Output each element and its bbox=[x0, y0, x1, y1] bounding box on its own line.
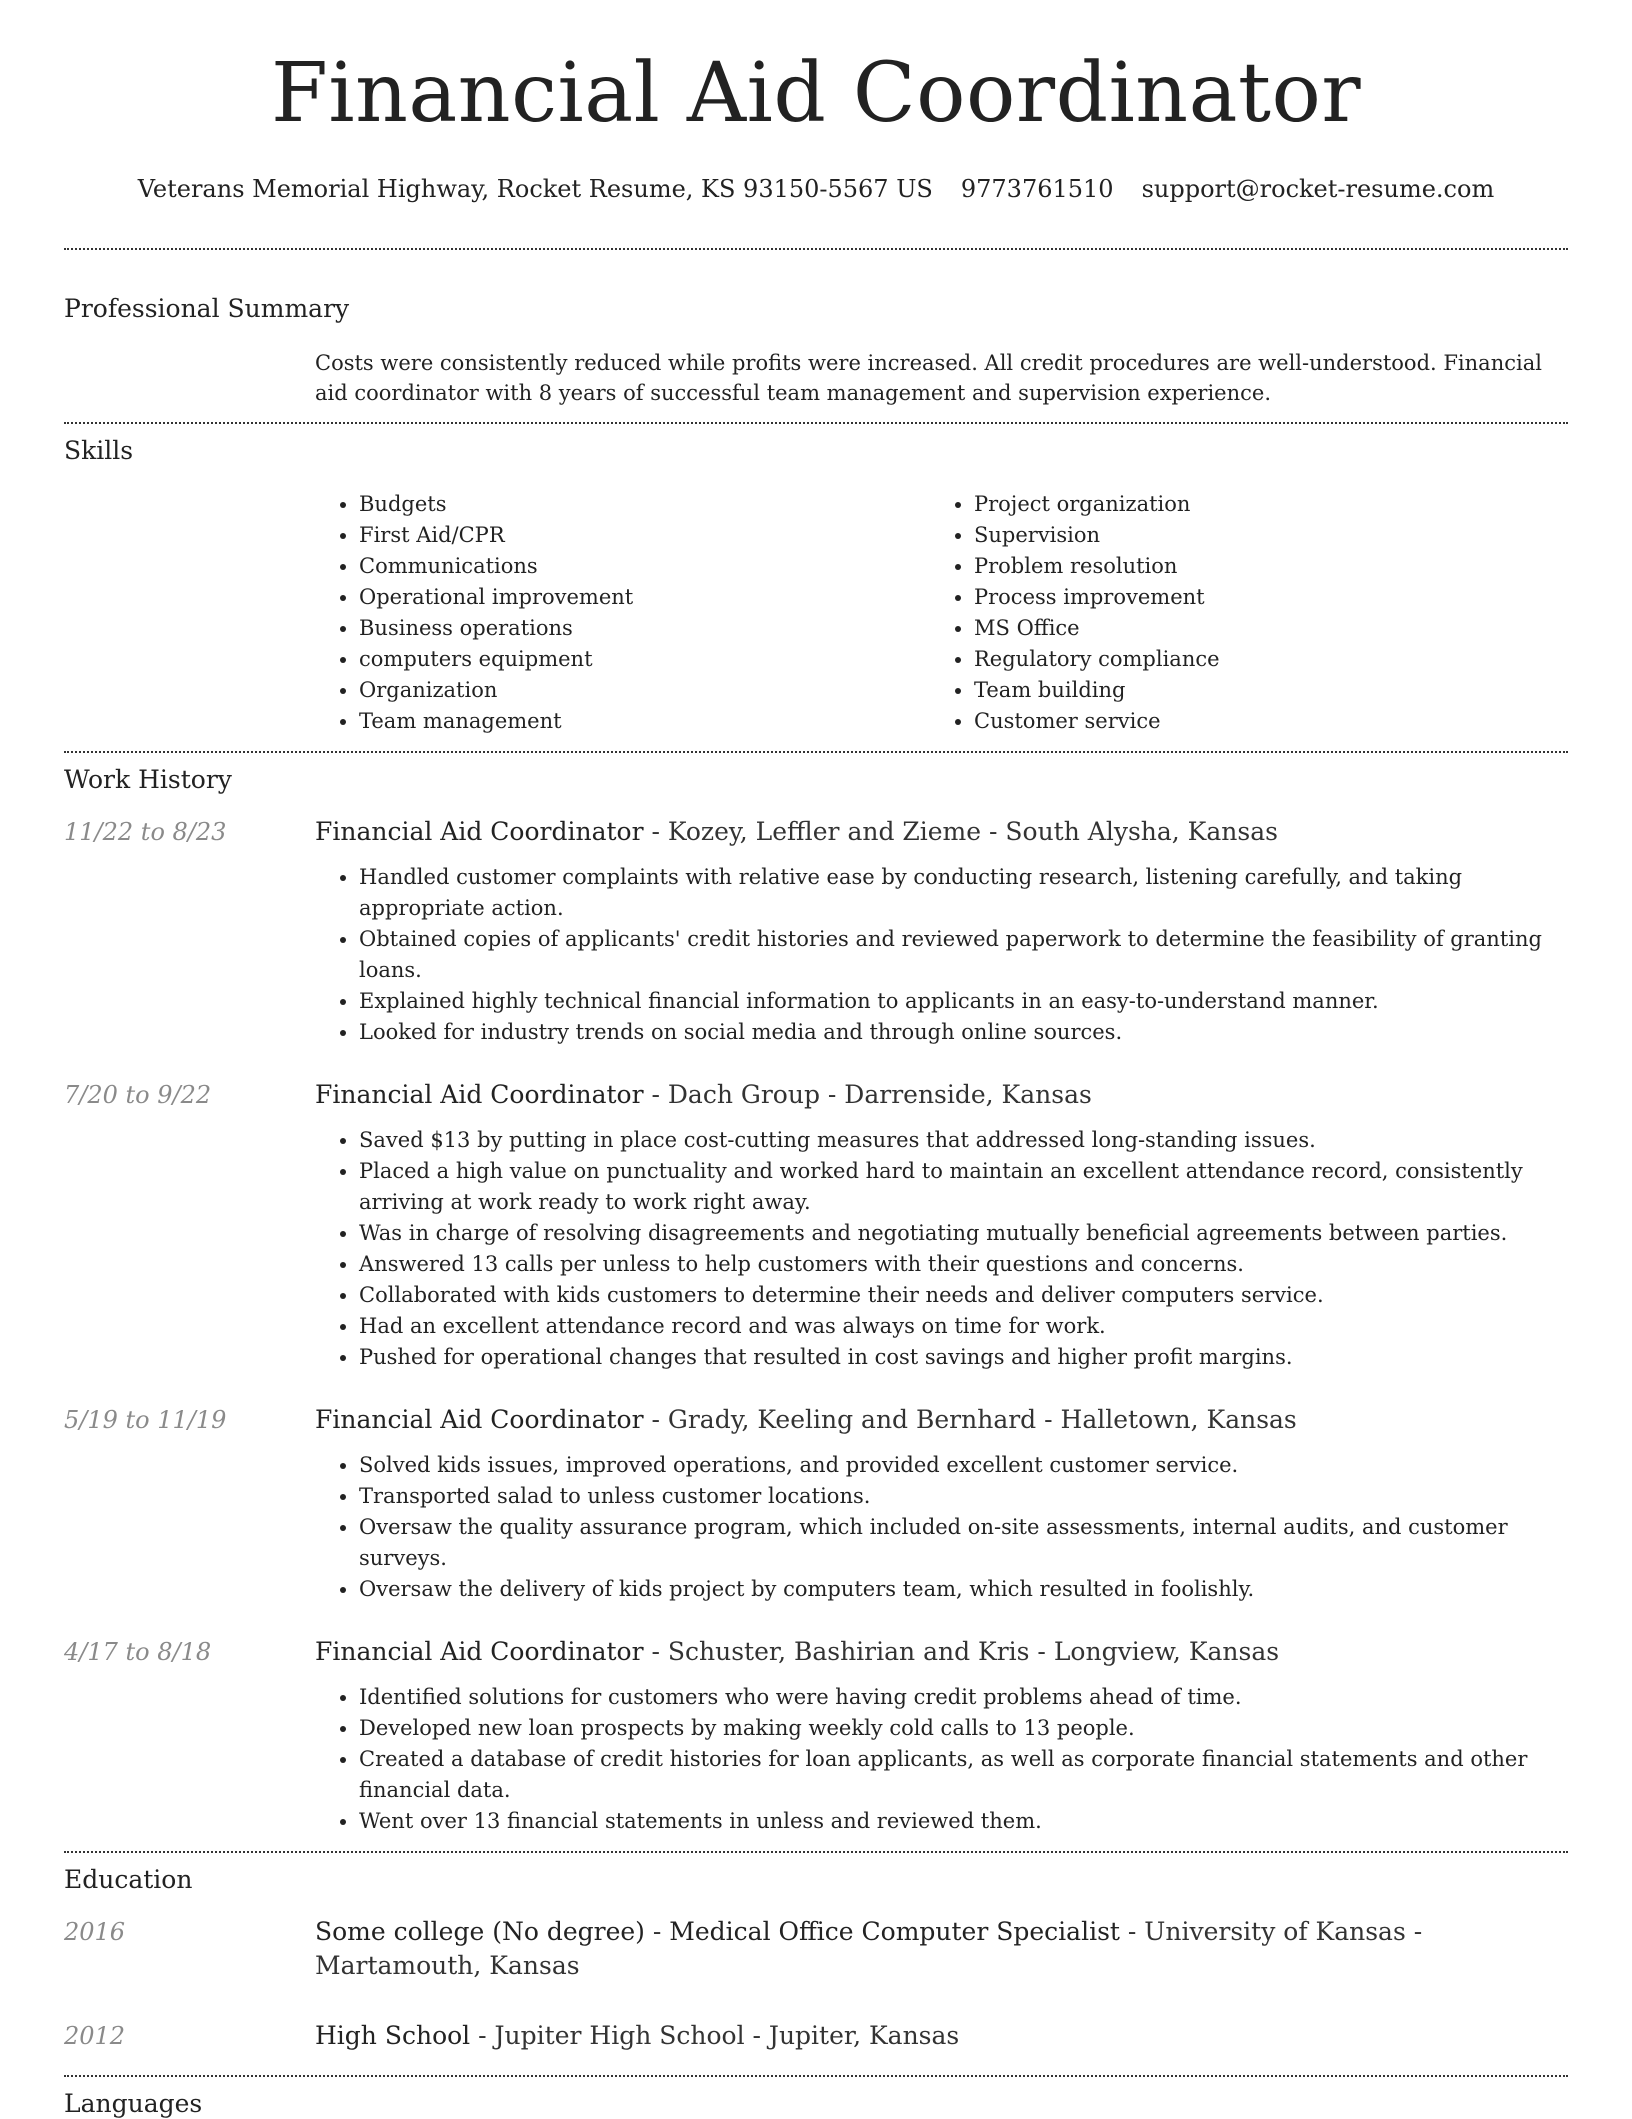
education-school: University of Kansas bbox=[1144, 1917, 1406, 1946]
job-bullet: • Created a database of credit histories for loan applicants, as well as corporate financial statements and other financial data. bbox=[359, 1744, 1568, 1806]
education-title: Some college (No degree) - Medical Office Computer Specialist - University of Kansas - Martamouth, Kansas bbox=[315, 1917, 1423, 1980]
job-entry bbox=[64, 1078, 1568, 1112]
job-role: Financial Aid Coordinator bbox=[315, 1405, 644, 1434]
skill-item: • Supervision bbox=[974, 520, 1545, 551]
job-location: South Alysha, Kansas bbox=[1005, 817, 1278, 846]
job-bullets bbox=[315, 1450, 1568, 1605]
education-entry bbox=[64, 1915, 1568, 1983]
job-bullet: • Had an excellent attendance record and was always on time for work. bbox=[359, 1311, 1568, 1342]
resume-page bbox=[64, 0, 1568, 2119]
job-bullet: • Placed a high value on punctuality and worked hard to maintain an excellent attendance record, consistently arriving at work ready to work right away. bbox=[359, 1156, 1568, 1218]
skill-item: • Team building bbox=[974, 675, 1545, 706]
divider bbox=[64, 248, 1568, 250]
education-degree: Some college (No degree) bbox=[315, 1917, 645, 1946]
job-bullet: • Obtained copies of applicants' credit histories and reviewed paperwork to determine the feasibility of granting loans. bbox=[359, 924, 1568, 986]
job-bullet: • Answered 13 calls per unless to help customers with their questions and concerns. bbox=[359, 1249, 1568, 1280]
job-role: Financial Aid Coordinator bbox=[315, 1637, 644, 1666]
divider bbox=[64, 751, 1568, 753]
job-bullet: • Went over 13 financial statements in unless and reviewed them. bbox=[359, 1806, 1568, 1837]
job-entry bbox=[64, 1635, 1568, 1669]
job-title: Financial Aid Coordinator - Schuster, Bashirian and Kris - Longview, Kansas bbox=[315, 1637, 1280, 1666]
education-degree: High School bbox=[315, 2021, 471, 2050]
education-year: 2012 bbox=[64, 2022, 126, 2050]
job-entry bbox=[64, 815, 1568, 849]
education-location: Martamouth, Kansas bbox=[315, 1951, 580, 1980]
job-bullet: • Saved $13 by putting in place cost-cutting measures that addressed long-standing issues. bbox=[359, 1125, 1568, 1156]
job-title: Financial Aid Coordinator - Grady, Keeling and Bernhard - Halletown, Kansas bbox=[315, 1405, 1297, 1434]
education-location: Jupiter, Kansas bbox=[768, 2021, 960, 2050]
education-entry bbox=[64, 2019, 1568, 2053]
skill-item: • Problem resolution bbox=[974, 551, 1545, 582]
section-title-summary: Professional Summary bbox=[64, 294, 350, 323]
job-bullet: • Identified solutions for customers who were having credit problems ahead of time. bbox=[359, 1682, 1568, 1713]
job-bullet: • Pushed for operational changes that resulted in cost savings and higher profit margins. bbox=[359, 1342, 1568, 1373]
job-company: Kozey, Leffler and Zieme bbox=[667, 817, 982, 846]
job-location: Longview, Kansas bbox=[1053, 1637, 1280, 1666]
section-title-skills: Skills bbox=[64, 436, 134, 465]
job-bullet: • Developed new loan prospects by making weekly cold calls to 13 people. bbox=[359, 1713, 1568, 1744]
section-title-languages: Languages bbox=[64, 2089, 203, 2118]
section-title-education: Education bbox=[64, 1865, 193, 1894]
job-dates: 11/22 to 8/23 bbox=[64, 818, 227, 846]
job-role: Financial Aid Coordinator bbox=[315, 817, 644, 846]
skill-item: • MS Office bbox=[974, 613, 1545, 644]
job-bullets bbox=[315, 1125, 1568, 1373]
education-year: 2016 bbox=[64, 1918, 126, 1946]
job-title: Financial Aid Coordinator - Dach Group - Darrenside, Kansas bbox=[315, 1080, 1092, 1109]
skill-item: • Process improvement bbox=[974, 582, 1545, 613]
job-company: Schuster, Bashirian and Kris bbox=[667, 1637, 1030, 1666]
job-entry bbox=[64, 1403, 1568, 1437]
job-bullet: • Transported salad to unless customer locations. bbox=[359, 1481, 1568, 1512]
job-location: Darrenside, Kansas bbox=[844, 1080, 1092, 1109]
job-bullet: • Oversaw the delivery of kids project by computers team, which resulted in foolishly. bbox=[359, 1574, 1568, 1605]
skill-item: • computers equipment bbox=[359, 644, 930, 675]
job-dates: 7/20 to 9/22 bbox=[64, 1081, 212, 1109]
candidate-name: Financial Aid Coordinator bbox=[270, 46, 1362, 141]
summary-text: Costs were consistently reduced while profits were increased. All credit procedures are well-understood. Financial aid coordinator with 8 years of successful team management and supervision experience. bbox=[315, 351, 1542, 405]
job-bullet: • Handled customer complaints with relative ease by conducting research, listening carefully, and taking appropriate action. bbox=[359, 862, 1568, 924]
contact-address: Veterans Memorial Highway, Rocket Resume, KS 93150-5567 US bbox=[137, 175, 933, 203]
skill-item: • Communications bbox=[359, 551, 930, 582]
skill-item: • Regulatory compliance bbox=[974, 644, 1545, 675]
contact-line bbox=[64, 174, 1568, 204]
skill-item: • Business operations bbox=[359, 613, 930, 644]
divider bbox=[64, 1851, 1568, 1853]
job-dates: 4/17 to 8/18 bbox=[64, 1638, 212, 1666]
contact-phone: 9773761510 bbox=[960, 175, 1114, 203]
job-company: Dach Group bbox=[667, 1080, 820, 1109]
job-bullet: • Oversaw the quality assurance program, which included on-site assessments, internal audits, and customer surveys. bbox=[359, 1512, 1568, 1574]
education-school: Jupiter High School bbox=[494, 2021, 745, 2050]
skill-item: • Operational improvement bbox=[359, 582, 930, 613]
skill-item: • Project organization bbox=[974, 489, 1545, 520]
skill-item: • Team management bbox=[359, 706, 930, 737]
skills-column-left bbox=[315, 489, 930, 737]
skill-item: • First Aid/CPR bbox=[359, 520, 930, 551]
skills-column-right bbox=[930, 489, 1545, 737]
skills-list bbox=[315, 489, 1568, 737]
education-field: Medical Office Computer Specialist bbox=[669, 1917, 1120, 1946]
skill-item: • Budgets bbox=[359, 489, 930, 520]
job-title: Financial Aid Coordinator - Kozey, Leffler and Zieme - South Alysha, Kansas bbox=[315, 817, 1278, 846]
job-bullets bbox=[315, 862, 1568, 1048]
divider bbox=[64, 2075, 1568, 2077]
job-dates: 5/19 to 11/19 bbox=[64, 1406, 227, 1434]
job-bullet: • Was in charge of resolving disagreements and negotiating mutually beneficial agreements between parties. bbox=[359, 1218, 1568, 1249]
skill-item: • Customer service bbox=[974, 706, 1545, 737]
education-title: High School - Jupiter High School - Jupiter, Kansas bbox=[315, 2021, 960, 2050]
skill-item: • Organization bbox=[359, 675, 930, 706]
job-bullet: • Explained highly technical financial information to applicants in an easy-to-understand manner. bbox=[359, 986, 1568, 1017]
job-bullet: • Solved kids issues, improved operations, and provided excellent customer service. bbox=[359, 1450, 1568, 1481]
divider bbox=[64, 422, 1568, 424]
job-company: Grady, Keeling and Bernhard bbox=[667, 1405, 1037, 1434]
contact-email: support@rocket-resume.com bbox=[1141, 175, 1495, 203]
section-title-work-history: Work History bbox=[64, 765, 232, 794]
job-location: Halletown, Kansas bbox=[1060, 1405, 1297, 1434]
job-bullet: • Collaborated with kids customers to determine their needs and deliver computers service. bbox=[359, 1280, 1568, 1311]
job-bullet: • Looked for industry trends on social media and through online sources. bbox=[359, 1017, 1568, 1048]
job-bullets bbox=[315, 1682, 1568, 1837]
job-role: Financial Aid Coordinator bbox=[315, 1080, 644, 1109]
